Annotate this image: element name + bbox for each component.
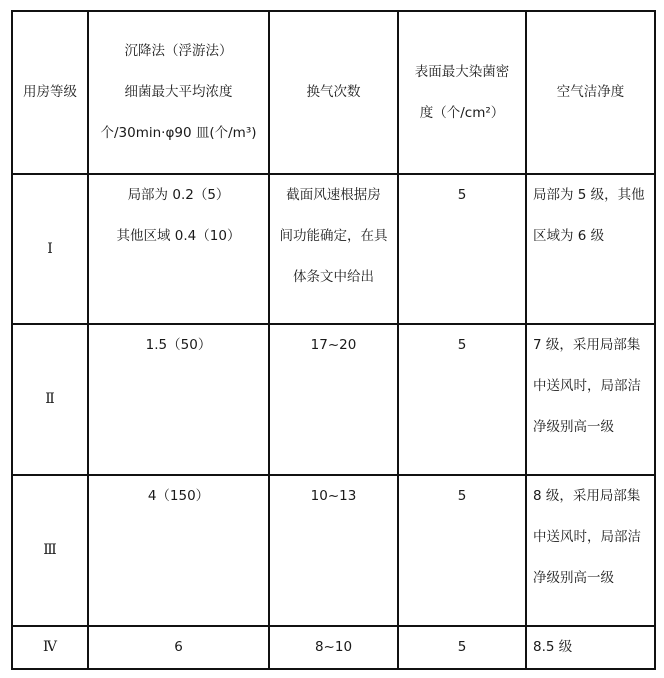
cleanliness-line: 中送风时，局部洁: [533, 378, 641, 394]
air-changes-cell: [269, 324, 398, 475]
cleanliness-line: 7 级，采用局部集: [533, 337, 641, 353]
cleanroom-standards-table: [11, 10, 656, 670]
header-cleanliness-text: 空气洁净度: [556, 84, 625, 100]
grade-cell: Ⅱ: [12, 324, 88, 475]
header-surface-line-2: 度（个/cm²）: [419, 104, 505, 121]
header-bacteria-line-1: 沉降法（浮游法）: [124, 43, 233, 59]
header-grade-text: 用房等级: [23, 84, 77, 100]
table-row: [12, 174, 655, 324]
bacteria-line: 4（150）: [147, 488, 210, 504]
bacteria-line: 其他区域 0.4（10）: [116, 228, 241, 244]
table-row: [12, 475, 655, 626]
table-row: [12, 324, 655, 475]
air-changes-line: 截面风速根据房: [286, 187, 381, 203]
bacteria-cell: [88, 174, 269, 324]
grade-cell: Ⅳ: [12, 626, 88, 669]
header-surface-line-1: 表面最大染菌密: [414, 63, 510, 80]
bacteria-cell: 6: [88, 626, 269, 669]
surface-density-cell: 5: [398, 475, 526, 626]
header-bacteria: [88, 11, 269, 174]
air-changes-line: 体条文中给出: [293, 269, 374, 285]
bacteria-line: 1.5（50）: [145, 337, 212, 353]
grade-cell: Ⅰ: [12, 174, 88, 324]
cleanliness-cell: [526, 324, 655, 475]
cleanliness-line: 区域为 6 级: [533, 228, 605, 244]
cleanliness-line: 8 级，采用局部集: [533, 488, 641, 504]
bacteria-line: 局部为 0.2（5）: [127, 187, 230, 203]
header-grade: [12, 11, 88, 174]
air-changes-cell: 8~10: [269, 626, 398, 669]
air-changes-cell: [269, 475, 398, 626]
header-air-changes: [269, 11, 398, 174]
cleanliness-line: 中送风时，局部洁: [533, 529, 641, 545]
surface-density-cell: 5: [398, 174, 526, 324]
cleanliness-line: 局部为 5 级，其他: [533, 187, 645, 203]
header-surface-density: [398, 11, 526, 174]
air-changes-cell: [269, 174, 398, 324]
header-bacteria-line-2: 细菌最大平均浓度: [124, 84, 233, 100]
cleanliness-cell: [526, 475, 655, 626]
air-changes-line: 间功能确定，在具: [279, 228, 388, 244]
air-changes-line: 17~20: [310, 337, 357, 353]
surface-density-cell: 5: [398, 626, 526, 669]
grade-cell: Ⅲ: [12, 475, 88, 626]
bacteria-cell: [88, 475, 269, 626]
cleanliness-line: 净级别高一级: [533, 570, 614, 586]
surface-density-cell: 5: [398, 324, 526, 475]
cleanliness-cell: [526, 174, 655, 324]
cleanliness-cell: 8.5 级: [526, 626, 655, 669]
bacteria-cell: [88, 324, 269, 475]
header-bacteria-line-3: 个/30min·φ90 皿(个/m³): [100, 125, 257, 141]
header-air-changes-text: 换气次数: [306, 84, 361, 100]
air-changes-line: 10~13: [310, 488, 357, 504]
cleanliness-line: 净级别高一级: [533, 419, 614, 435]
table-row: [12, 626, 655, 669]
header-cleanliness: [526, 11, 655, 174]
header-row: [12, 11, 655, 174]
